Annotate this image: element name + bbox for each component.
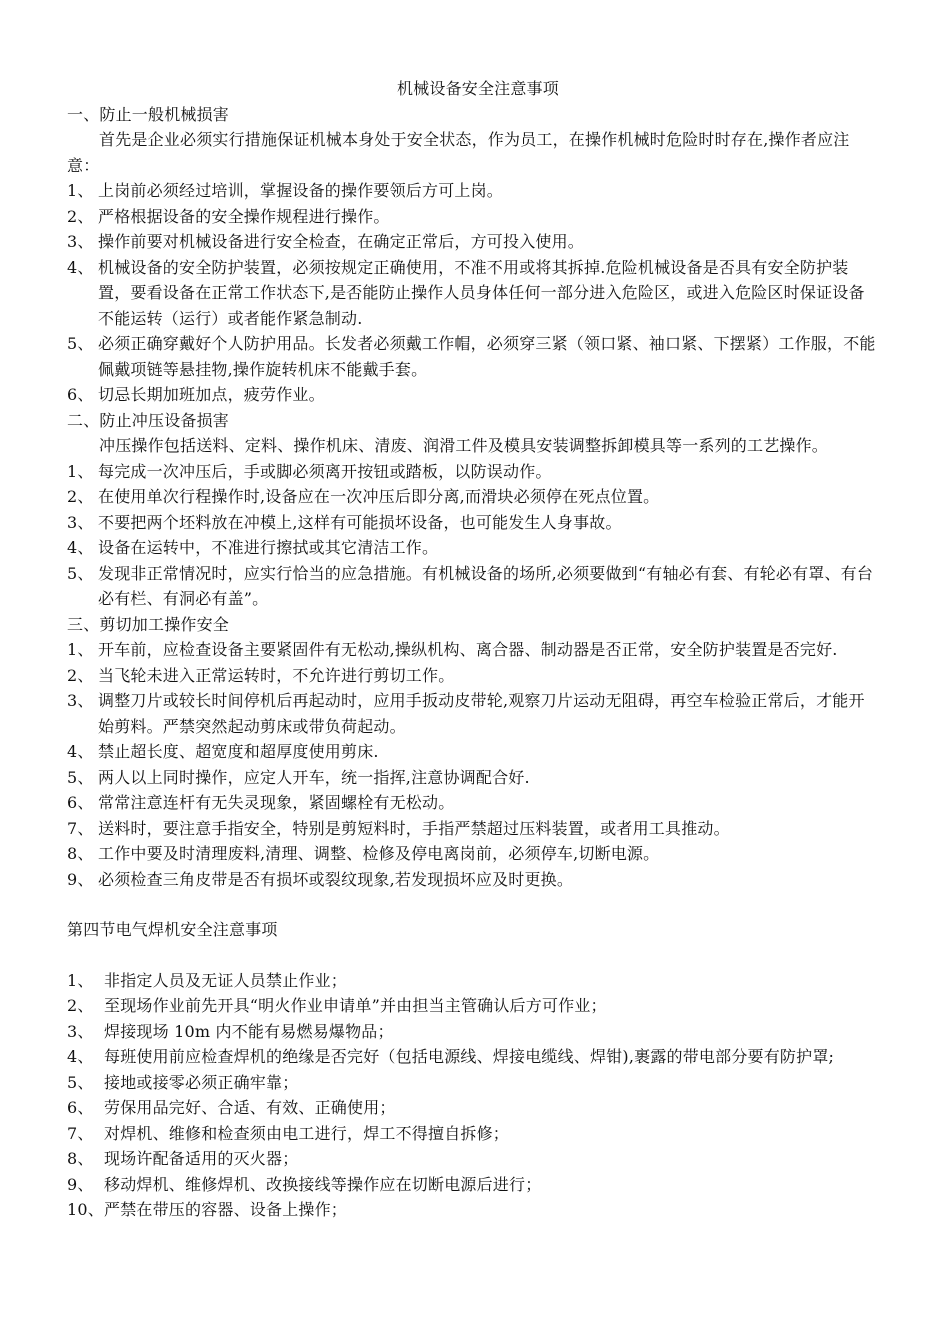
item-text: 在使用单次行程操作时,设备应在一次冲压后即分离,而滑块必须停在死点位置。 [98, 487, 660, 506]
item-text: 机械设备的安全防护装置，必须按规定正确使用，不准不用或将其拆掉.危险机械设备是否具有安全防护装置，要看设备在正常工作状态下,是否能防止操作人员身体任何一部分进入危险区，或进入危险区时保证设备不能运转（运行）或者能作紧急制动. [98, 257, 865, 328]
item-number: 9、 [67, 1174, 94, 1194]
list-item [67, 255, 879, 332]
item-text: 工作中要及时清理废料,清理、调整、检修及停电离岗前，必须停车,切断电源。 [98, 844, 660, 863]
item-number: 5、 [67, 334, 94, 353]
list-item [67, 790, 879, 816]
list-item [67, 331, 879, 382]
item-list [67, 178, 879, 408]
section-heading: 三、剪切加工操作安全 [67, 614, 230, 634]
list-item [67, 1121, 879, 1147]
list-item [67, 204, 879, 230]
item-text: 发现非正常情况时，应实行恰当的应急措施。有机械设备的场所,必须要做到“有轴必有套、有轮必有罩、有台必有栏、有洞必有盖”。 [98, 563, 874, 608]
item-text: 切忌长期加班加点，疲劳作业。 [98, 385, 325, 404]
list-item [67, 382, 879, 408]
item-text: 禁止超长度、超宽度和超厚度使用剪床. [98, 742, 379, 761]
item-text: 现场许配备适用的灭火器； [104, 1149, 299, 1168]
item-number: 6、 [67, 385, 94, 404]
item-text: 移动焊机、维修焊机、改换接线等操作应在切断电源后进行； [104, 1174, 542, 1194]
list-item [67, 968, 879, 994]
list-item [67, 637, 879, 663]
list-item [67, 459, 879, 485]
item-text: 必须检查三角皮带是否有损坏或裂纹现象,若发现损坏应及时更换。 [98, 869, 574, 889]
item-number: 1、 [67, 640, 94, 659]
list-item [67, 867, 879, 893]
item-text: 操作前要对机械设备进行安全检查，在确定正常后，方可投入使用。 [98, 232, 585, 251]
item-number: 7、 [67, 1123, 94, 1143]
item-number: 8、 [67, 1149, 94, 1168]
item-text: 送料时，要注意手指安全，特别是剪短料时，手指严禁超过压料装置，或者用工具推动。 [98, 818, 730, 838]
list-item [67, 1019, 879, 1045]
item-number: 7、 [67, 818, 94, 838]
item-text: 两人以上同时操作，应定人开车，统一指挥,注意协调配合好. [98, 767, 530, 787]
item-number: 5、 [67, 1072, 94, 1092]
list-item [67, 663, 879, 689]
list-item [67, 178, 879, 204]
item-number: 3、 [67, 512, 94, 532]
list-item [67, 484, 879, 510]
list-item [67, 765, 879, 791]
section-1 [67, 102, 879, 408]
section-intro: 首先是企业必须实行措施保证机械本身处于安全状态，作为员工，在操作机械时危险时时存在,操作者应注意： [67, 130, 850, 175]
item-number: 2、 [67, 206, 94, 226]
section-2 [67, 408, 879, 612]
list-item [67, 510, 879, 536]
list-item [67, 739, 879, 765]
item-text: 上岗前必须经过培训，掌握设备的操作要领后方可上岗。 [98, 181, 504, 200]
list-item [67, 1044, 879, 1070]
item-text: 必须正确穿戴好个人防护用品。长发者必须戴工作帽，必须穿三紧（领口紧、袖口紧、下摆紧）工作服，不能佩戴项链等悬挂物,操作旋转机床不能戴手套。 [98, 334, 876, 379]
section-4 [67, 917, 879, 1223]
item-list [67, 459, 879, 612]
item-number: 2、 [67, 996, 94, 1015]
document-page [67, 76, 879, 1223]
item-list [67, 968, 879, 1223]
item-number: 9、 [67, 869, 94, 889]
section-3 [67, 612, 879, 893]
list-item [67, 816, 879, 842]
spacer [67, 892, 879, 917]
item-number: 3、 [67, 232, 94, 251]
item-text: 非指定人员及无证人员禁止作业； [104, 970, 348, 990]
item-number: 3、 [67, 1021, 94, 1041]
list-item [67, 688, 879, 739]
section-heading: 一、防止一般机械损害 [67, 104, 230, 124]
item-text: 开车前，应检查设备主要紧固件有无松动,操纵机构、离合器、制动器是否正常，安全防护装置是否完好. [98, 640, 838, 659]
list-item [67, 1070, 879, 1096]
item-text: 调整刀片或较长时间停机后再起动时，应用手扳动皮带轮,观察刀片运动无阻碍，再空车检验正常后，才能开始剪料。严禁突然起动剪床或带负荷起动。 [98, 691, 865, 736]
item-text: 至现场作业前先开具“明火作业申请单”并由担当主管确认后方可作业； [104, 996, 607, 1015]
spacer [67, 943, 879, 968]
section-heading: 二、防止冲压设备损害 [67, 410, 230, 430]
item-number: 4、 [67, 742, 94, 761]
list-item [67, 229, 879, 255]
item-number: 2、 [67, 665, 94, 685]
item-number: 8、 [67, 844, 94, 863]
item-text: 严格根据设备的安全操作规程进行操作。 [98, 206, 390, 226]
item-number: 3、 [67, 691, 94, 710]
item-number: 5、 [67, 563, 94, 583]
list-item [67, 841, 879, 867]
item-number: 6、 [67, 793, 94, 812]
item-text: 每完成一次冲压后，手或脚必须离开按钮或踏板，以防误动作。 [98, 461, 552, 481]
item-number: 2、 [67, 487, 94, 506]
item-text: 劳保用品完好、合适、有效、正确使用； [104, 1098, 396, 1117]
item-text: 常常注意连杆有无失灵现象，紧固螺栓有无松动。 [98, 793, 455, 812]
item-text: 每班使用前应检查焊机的绝缘是否完好（包括电源线、焊接电缆线、焊钳),裹露的带电部分要有防护罩; [104, 1047, 835, 1066]
item-number: 1、 [67, 181, 94, 200]
item-text: 接地或接零必须正确牢靠； [104, 1072, 299, 1092]
item-number: 6、 [67, 1098, 94, 1117]
list-item [67, 1197, 879, 1223]
item-number: 10、 [67, 1200, 104, 1219]
item-text: 不要把两个坯料放在冲模上,这样有可能损坏设备，也可能发生人身事故。 [98, 512, 622, 532]
item-text: 设备在运转中，不准进行擦拭或其它清洁工作。 [98, 538, 439, 557]
item-number: 4、 [67, 1047, 94, 1066]
list-item [67, 1172, 879, 1198]
item-number: 1、 [67, 970, 94, 990]
item-list [67, 637, 879, 892]
item-number: 4、 [67, 257, 94, 277]
item-number: 5、 [67, 767, 94, 787]
section-heading: 第四节电气焊机安全注意事项 [67, 920, 278, 939]
item-text: 当飞轮未进入正常运转时，不允许进行剪切工作。 [98, 665, 455, 685]
item-number: 4、 [67, 538, 94, 557]
list-item [67, 535, 879, 561]
item-number: 1、 [67, 461, 94, 481]
section-intro: 冲压操作包括送料、定料、操作机床、清废、润滑工件及模具安装调整拆卸模具等一系列的工艺操作。 [99, 436, 829, 455]
list-item [67, 1095, 879, 1121]
list-item [67, 993, 879, 1019]
list-item [67, 561, 879, 612]
item-text: 严禁在带压的容器、设备上操作； [104, 1200, 348, 1219]
document-title: 机械设备安全注意事项 [396, 79, 559, 98]
item-text: 对焊机、维修和检查须由电工进行，焊工不得擅自拆修； [104, 1123, 510, 1143]
list-item [67, 1146, 879, 1172]
item-text: 焊接现场 10m 内不能有易燃易爆物品； [104, 1021, 394, 1041]
